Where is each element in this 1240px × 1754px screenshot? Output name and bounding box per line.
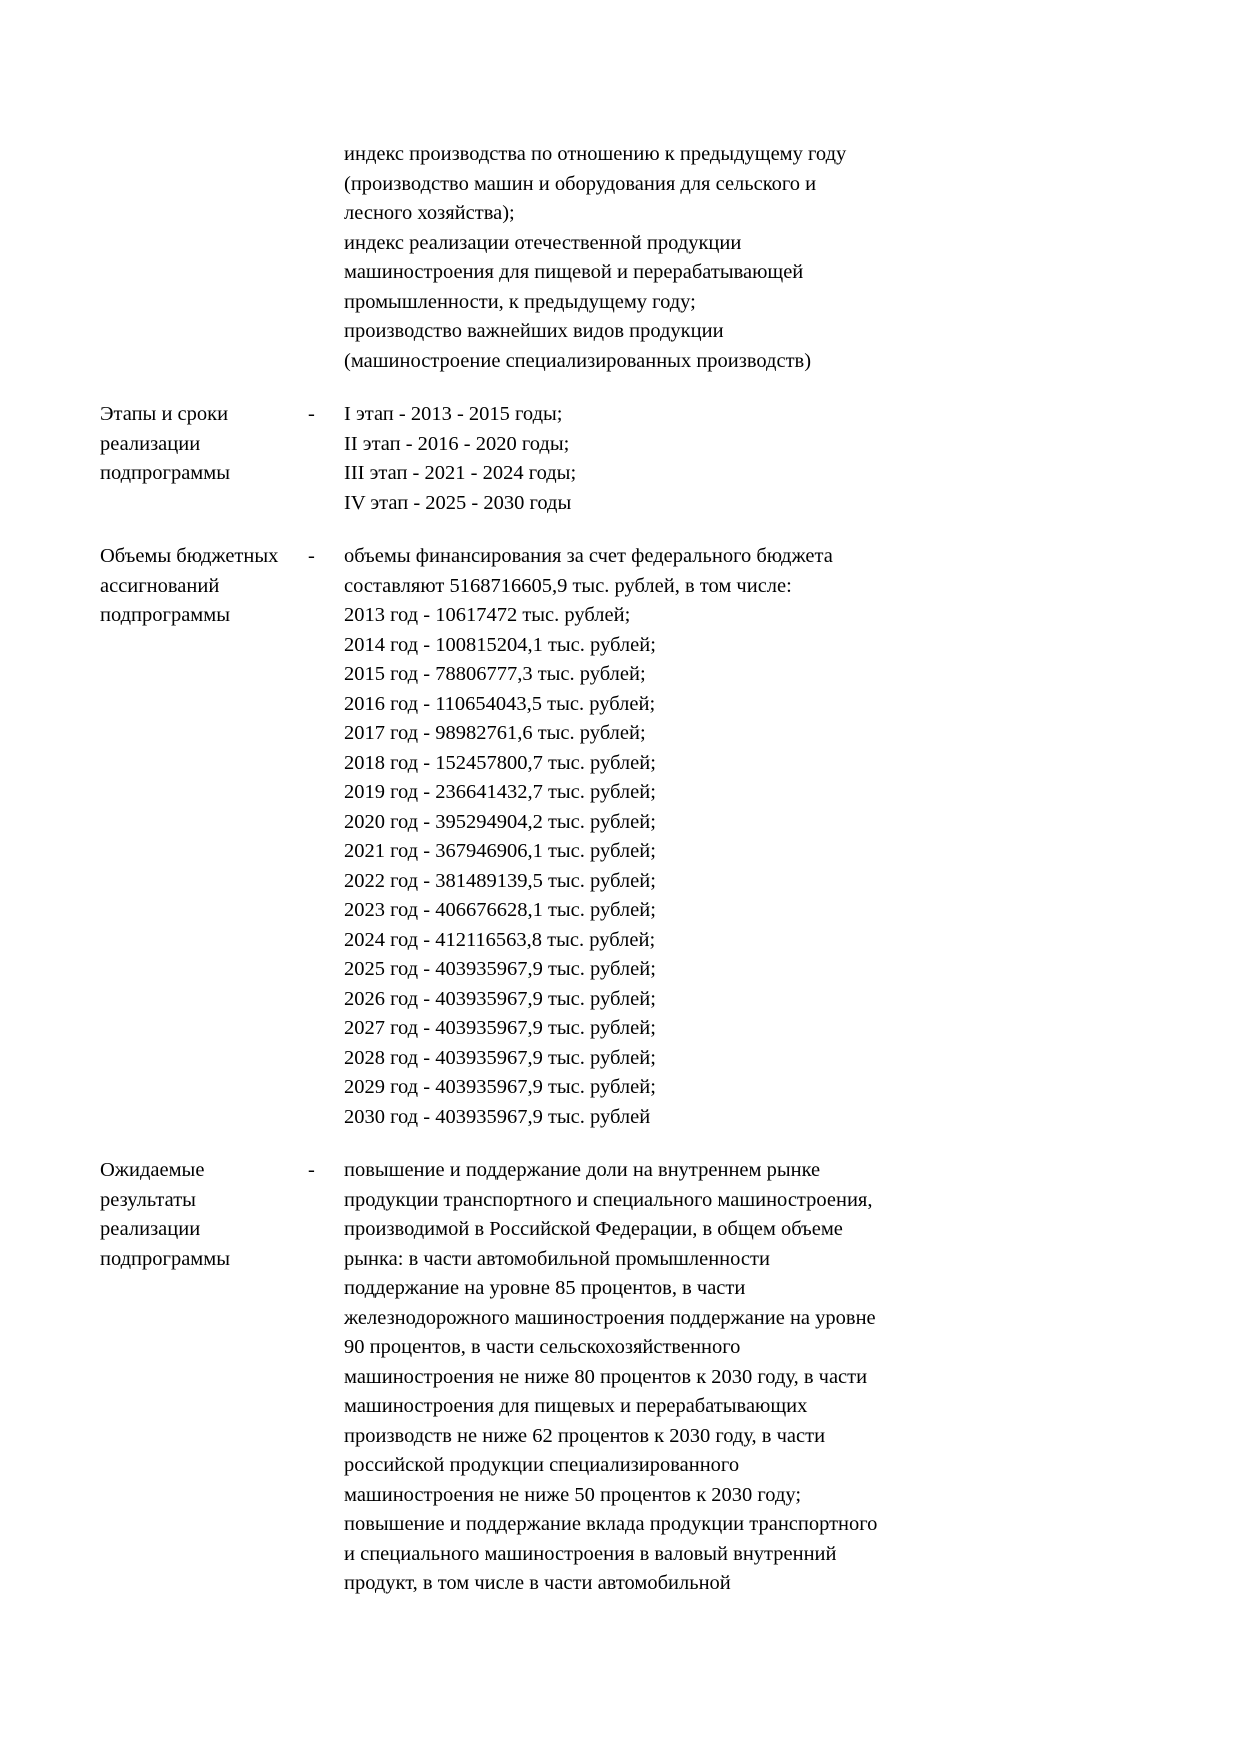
value-line: объемы финансирования за счет федерального бюджета [344, 545, 833, 567]
value-line: 2019 год - 236641432,7 тыс. рублей; [344, 781, 656, 803]
value-line: российской продукции специализированного [344, 1454, 740, 1476]
value-line: III этап - 2021 - 2024 годы; [344, 462, 577, 484]
value-line: лесного хозяйства); [344, 202, 515, 224]
value-line: и специального машиностроения в валовый внутренний [344, 1542, 837, 1565]
label-line: подпрограммы [100, 1247, 231, 1270]
value-line: повышение и поддержание вклада продукции транспортного [344, 1513, 878, 1535]
label-line: Ожидаемые [100, 1159, 205, 1181]
value-line: машиностроения для пищевой и перерабатывающей [344, 261, 804, 283]
value-line: 2013 год - 10617472 тыс. рублей; [344, 604, 631, 626]
value-line: 2028 год - 403935967,9 тыс. рублей; [344, 1046, 656, 1069]
value-line: 2020 год - 395294904,2 тыс. рублей; [344, 810, 656, 833]
label-line: Объемы бюджетных [100, 545, 279, 567]
value-line: 2029 год - 403935967,9 тыс. рублей; [344, 1076, 656, 1098]
value-line: 2016 год - 110654043,5 тыс. рублей; [344, 692, 656, 715]
value-line: продукт, в том числе в части автомобильной [344, 1572, 731, 1594]
value-line: 2018 год - 152457800,7 тыс. рублей; [344, 751, 656, 774]
row-label-budget-allocations [100, 542, 308, 631]
value-line: железнодорожного машиностроения поддержание на уровне [344, 1306, 876, 1329]
value-line: повышение и поддержание доли на внутреннем рынке [344, 1159, 821, 1181]
value-line: I этап - 2013 - 2015 годы; [344, 403, 563, 425]
value-line: машиностроения для пищевых и перерабатывающих [344, 1395, 808, 1417]
value-line: 2025 год - 403935967,9 тыс. рублей; [344, 958, 656, 980]
value-line: 2023 год - 406676628,1 тыс. рублей; [344, 899, 656, 921]
value-line: производств не ниже 62 процентов к 2030 году, в части [344, 1424, 826, 1447]
row-value-stages-and-terms [344, 400, 1140, 518]
value-line: 2030 год - 403935967,9 тыс. рублей [344, 1105, 651, 1128]
value-line: составляют 5168716605,9 тыс. рублей, в том числе: [344, 574, 792, 597]
row-separator-expected-results: - [308, 1159, 315, 1181]
row-separator-stages-and-terms: - [308, 403, 315, 425]
value-line: рынка: в части автомобильной промышленности [344, 1247, 770, 1270]
row-separator-budget-allocations: - [308, 545, 315, 567]
value-line: индекс производства по отношению к предыдущему году [344, 143, 847, 165]
value-line: (производство машин и оборудования для сельского и [344, 172, 817, 195]
row-label-expected-results [100, 1156, 308, 1274]
value-line: 2021 год - 367946906,1 тыс. рублей; [344, 840, 656, 862]
value-line: 2014 год - 100815204,1 тыс. рублей; [344, 633, 656, 656]
value-line: 2015 год - 78806777,3 тыс. рублей; [344, 663, 646, 685]
value-line: производимой в Российской Федерации, в общем объеме [344, 1218, 843, 1240]
label-line: подпрограммы [100, 604, 231, 626]
value-line: 2017 год - 98982761,6 тыс. рублей; [344, 722, 646, 744]
value-line: 2024 год - 412116563,8 тыс. рублей; [344, 928, 656, 951]
value-line: продукции транспортного и специального машиностроения, [344, 1188, 873, 1211]
label-line: результаты [100, 1188, 196, 1211]
row-label-stages-and-terms [100, 400, 308, 489]
value-line: 2026 год - 403935967,9 тыс. рублей; [344, 987, 656, 1010]
label-line: Этапы и сроки [100, 403, 229, 425]
passport-table [100, 140, 1140, 1599]
value-line: производство важнейших видов продукции [344, 320, 724, 342]
label-line: реализации [100, 432, 201, 455]
value-line: промышленности, к предыдущему году; [344, 290, 696, 313]
row-value-indicators-continued [344, 140, 1140, 376]
value-line: 2022 год - 381489139,5 тыс. рублей; [344, 869, 656, 892]
value-line: 90 процентов, в части сельскохозяйственного [344, 1336, 741, 1358]
value-line: II этап - 2016 - 2020 годы; [344, 432, 570, 455]
passport-row-expected-results [100, 1156, 1140, 1599]
value-line: индекс реализации отечественной продукции [344, 231, 742, 254]
value-line: поддержание на уровне 85 процентов, в части [344, 1277, 746, 1299]
passport-row-budget-allocations [100, 542, 1140, 1132]
value-line: (машиностроение специализированных производств) [344, 349, 812, 372]
label-line: реализации [100, 1218, 201, 1240]
value-line: 2027 год - 403935967,9 тыс. рублей; [344, 1017, 656, 1039]
passport-row-indicators-continued [100, 140, 1140, 376]
passport-row-stages-and-terms [100, 400, 1140, 518]
value-line: машиностроения не ниже 80 процентов к 2030 году, в части [344, 1365, 868, 1388]
label-line: ассигнований [100, 574, 220, 597]
row-value-budget-allocations [344, 542, 1140, 1132]
row-value-expected-results [344, 1156, 1140, 1599]
label-line: подпрограммы [100, 462, 231, 484]
value-line: машиностроения не ниже 50 процентов к 2030 году; [344, 1483, 802, 1506]
value-line: IV этап - 2025 - 2030 годы [344, 491, 572, 514]
